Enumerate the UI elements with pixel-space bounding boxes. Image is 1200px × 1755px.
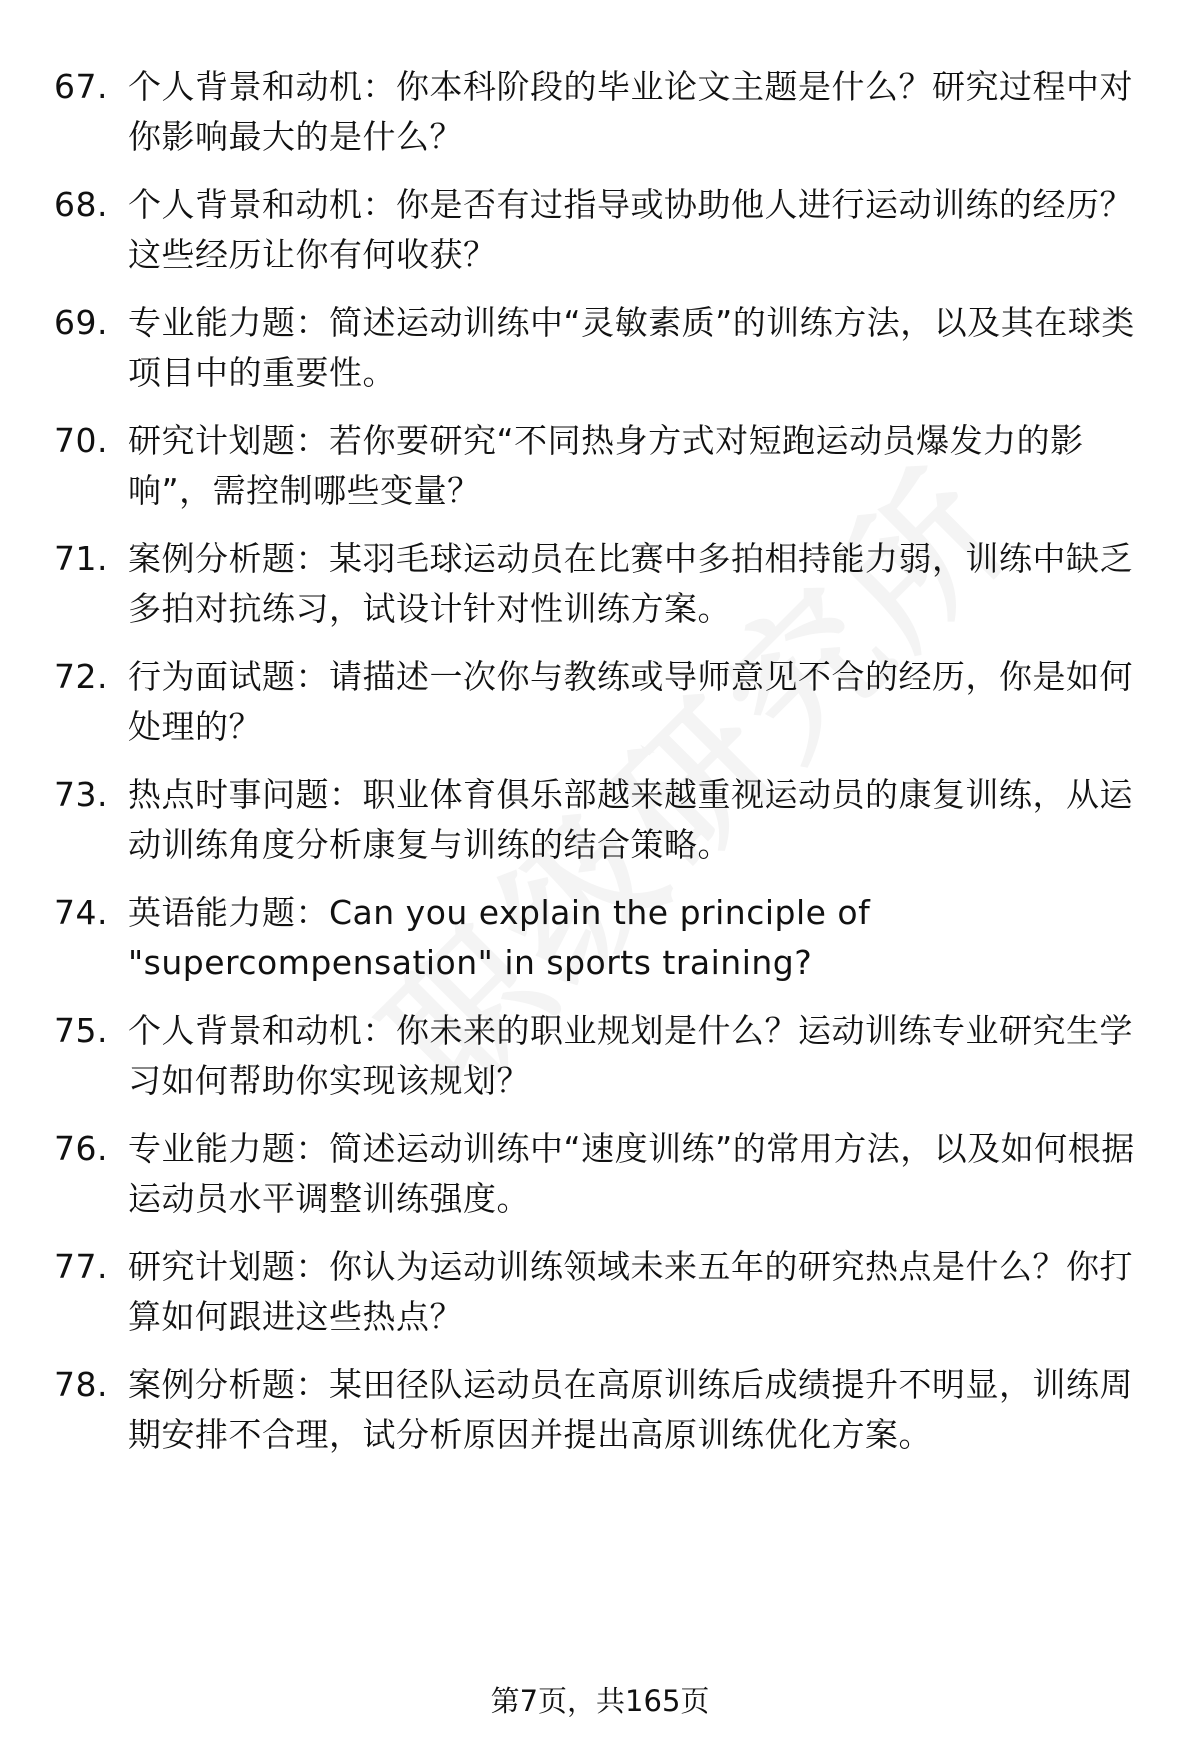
question-text: 案例分析题：某羽毛球运动员在比赛中多拍相持能力弱，训练中缺乏多拍对抗练习，试设计针对性训练方案。 [128, 539, 1133, 628]
question-text: 个人背景和动机：你未来的职业规划是什么？运动训练专业研究生学习如何帮助你实现该规划？ [128, 1011, 1133, 1100]
question-number: 67. [54, 67, 108, 106]
question-number: 78. [54, 1365, 108, 1404]
question-number: 70. [54, 421, 108, 460]
question-number: 76. [54, 1129, 108, 1168]
question-text: 专业能力题：简述运动训练中“灵敏素质”的训练方法，以及其在球类项目中的重要性。 [128, 303, 1135, 392]
page-footer: 第7页，共165页 [490, 1684, 710, 1718]
question-text: 行为面试题：请描述一次你与教练或导师意见不合的经历，你是如何处理的？ [128, 657, 1133, 746]
question-number: 77. [54, 1247, 108, 1286]
question-number: 75. [54, 1011, 108, 1050]
question-number: 68. [54, 185, 108, 224]
question-number: 71. [54, 539, 108, 578]
question-number: 69. [54, 303, 108, 342]
question-number: 73. [54, 775, 108, 814]
question-text: 专业能力题：简述运动训练中“速度训练”的常用方法，以及如何根据运动员水平调整训练强度。 [128, 1129, 1135, 1218]
question-text: 热点时事问题：职业体育俱乐部越来越重视运动员的康复训练，从运动训练角度分析康复与训练的结合策略。 [128, 775, 1133, 864]
question-text: 个人背景和动机：你是否有过指导或协助他人进行运动训练的经历？这些经历让你有何收获？ [128, 185, 1133, 274]
question-number: 72. [54, 657, 108, 696]
question-text: 个人背景和动机：你本科阶段的毕业论文主题是什么？研究过程中对你影响最大的是什么？ [128, 67, 1133, 156]
question-text: 案例分析题：某田径队运动员在高原训练后成绩提升不明显，训练周期安排不合理，试分析原因并提出高原训练优化方案。 [128, 1365, 1133, 1454]
question-text: 英语能力题：Can you explain the principle of "supercompensation" in sports training? [128, 893, 871, 982]
question-text: 研究计划题：若你要研究“不同热身方式对短跑运动员爆发力的影响”，需控制哪些变量？ [128, 421, 1084, 510]
question-number: 74. [54, 893, 108, 932]
question-text: 研究计划题：你认为运动训练领域未来五年的研究热点是什么？你打算如何跟进这些热点？ [128, 1247, 1133, 1336]
